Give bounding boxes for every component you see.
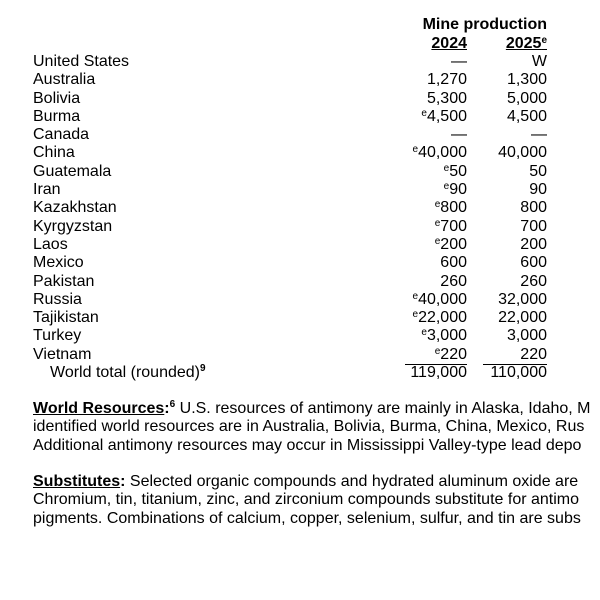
value-2025: 1,300 [506, 71, 547, 89]
value-2025: 220 [483, 346, 547, 365]
table-row [0, 199, 600, 217]
table-row [0, 126, 600, 144]
country-name: Guatemala [33, 162, 112, 180]
estimate-mark: e [541, 35, 547, 46]
world-resources-line-3: Additional antimony resources may occur in Mississippi Valley-type lead depo [33, 436, 582, 454]
country-name: Russia [33, 290, 82, 308]
world-resources-paragraph [33, 400, 600, 455]
country-name: Burma [33, 107, 81, 125]
world-total-2024: 119,000 [410, 364, 467, 382]
value-2025: 3,000 [506, 327, 547, 345]
table-row [0, 71, 600, 89]
substitutes-colon: : [120, 473, 126, 490]
table-row [0, 108, 600, 126]
value-2025: 200 [520, 235, 547, 253]
country-name: China [33, 144, 75, 162]
value-2025: 32,000 [498, 290, 547, 308]
estimate-mark: e [434, 345, 441, 357]
value-2025: 600 [520, 254, 547, 272]
value-2024-number: 90 [449, 181, 467, 199]
country-name: Laos [33, 235, 68, 253]
estimate-mark: e [412, 144, 419, 156]
value-2024 [380, 181, 467, 199]
value-2024 [380, 254, 467, 272]
estimate-mark: e [412, 290, 419, 302]
value-2024 [380, 236, 467, 254]
footnote-mark: 6 [169, 399, 176, 410]
value-2025: 700 [520, 217, 547, 235]
value-2024 [380, 108, 467, 126]
value-2024 [380, 53, 467, 71]
table-row [0, 309, 600, 327]
value-2024-number: 22,000 [418, 309, 467, 327]
estimate-mark: e [443, 162, 450, 174]
value-2024-number: 50 [449, 162, 467, 180]
value-2025: — [531, 126, 547, 144]
estimate-mark: e [421, 107, 427, 119]
value-2025: 4,500 [506, 107, 547, 125]
year-2025-label: 2025 [505, 35, 542, 52]
value-2024 [380, 309, 467, 327]
value-2025: 50 [529, 162, 547, 180]
value-2024-number: 1,270 [426, 71, 467, 89]
world-resources-line-1 [33, 400, 600, 418]
world-resources-heading: World Resources [33, 400, 165, 417]
value-2025: 22,000 [498, 309, 547, 327]
value-2024 [380, 327, 467, 345]
world-total-row [0, 364, 600, 382]
table-row [0, 291, 600, 309]
value-2025: 90 [529, 181, 547, 199]
value-2024 [380, 71, 467, 89]
year-2024-header: 2024 [431, 35, 467, 52]
value-2024-number: — [451, 126, 467, 144]
country-name: Tajikistan [33, 309, 99, 327]
country-name: United States [33, 53, 130, 70]
value-2024-number: 40,000 [418, 144, 467, 162]
country-name: Mexico [33, 254, 84, 272]
value-2025: 5,000 [506, 89, 547, 107]
production-title: Mine production [422, 16, 547, 33]
value-2024 [380, 163, 467, 181]
value-2024-number: 220 [440, 345, 467, 363]
footnote-mark: 9 [200, 363, 206, 375]
value-2025: W [531, 53, 547, 70]
value-2024-number: 200 [440, 235, 467, 253]
estimate-mark: e [412, 309, 419, 321]
value-2024 [405, 346, 467, 365]
table-row [0, 218, 600, 236]
value-2025: 800 [520, 199, 547, 217]
substitutes-paragraph [33, 473, 600, 528]
value-2024 [380, 199, 467, 217]
estimate-mark: e [434, 217, 441, 229]
value-2024 [380, 291, 467, 309]
table-row [0, 53, 600, 71]
table-row [0, 90, 600, 108]
table-row [0, 236, 600, 254]
world-total-text: World total (rounded) [50, 364, 200, 382]
estimate-mark: e [434, 199, 441, 211]
country-name: Canada [33, 126, 90, 144]
substitutes-line-2: Chromium, tin, titanium, zinc, and zirconium compounds substitute for antimo [33, 491, 580, 509]
table-row [0, 181, 600, 199]
estimate-mark: e [443, 181, 450, 193]
value-2024-number: 600 [440, 254, 467, 272]
world-total-label [50, 364, 206, 382]
world-resources-text: U.S. resources of antimony are mainly in Alaska, Idaho, M [175, 400, 591, 417]
country-name: Iran [33, 181, 61, 199]
country-name: Kyrgyzstan [33, 217, 113, 235]
value-2024-number: 700 [440, 217, 467, 235]
table-row [0, 327, 600, 345]
country-name: Bolivia [33, 89, 81, 107]
country-name: Pakistan [33, 272, 95, 290]
country-name: Australia [33, 71, 96, 89]
substitutes-text: Selected organic compounds and hydrated aluminum oxide are [125, 473, 579, 490]
table-row [0, 273, 600, 291]
table-row [0, 254, 600, 272]
estimate-mark: e [434, 235, 441, 247]
production-table [0, 53, 600, 382]
table-row [0, 144, 600, 162]
world-total-2025: 110,000 [490, 364, 547, 382]
value-2024-number: 4,500 [426, 107, 467, 125]
table-row [0, 346, 600, 364]
value-2024-number: 40,000 [418, 290, 467, 308]
substitutes-heading: Substitutes [33, 473, 121, 490]
substitutes-line-1 [33, 473, 600, 491]
value-2025: 260 [520, 272, 547, 290]
value-2025: 40,000 [498, 144, 547, 162]
table-row [0, 163, 600, 181]
country-name: Vietnam [33, 345, 92, 363]
world-resources-line-2: identified world resources are in Australia, Bolivia, Burma, China, Mexico, Rus [33, 418, 585, 436]
production-header [0, 16, 600, 56]
value-2024-number: 5,300 [426, 89, 467, 107]
value-2024 [380, 90, 467, 108]
substitutes-line-3: pigments. Combinations of calcium, copper, selenium, sulfur, and tin are subs [33, 509, 581, 527]
country-name: Turkey [33, 327, 82, 345]
year-2025-header [480, 35, 547, 53]
value-2024 [380, 144, 467, 162]
value-2024-number: 3,000 [426, 327, 467, 345]
value-2024 [380, 218, 467, 236]
value-2024 [380, 273, 467, 291]
value-2024-number: 260 [440, 272, 467, 290]
value-2024-number: 800 [440, 199, 467, 217]
value-2024 [380, 126, 467, 144]
country-name: Kazakhstan [33, 199, 117, 217]
world-resources-colon: : [164, 400, 170, 417]
estimate-mark: e [421, 327, 427, 339]
value-2024-number: — [451, 53, 467, 70]
